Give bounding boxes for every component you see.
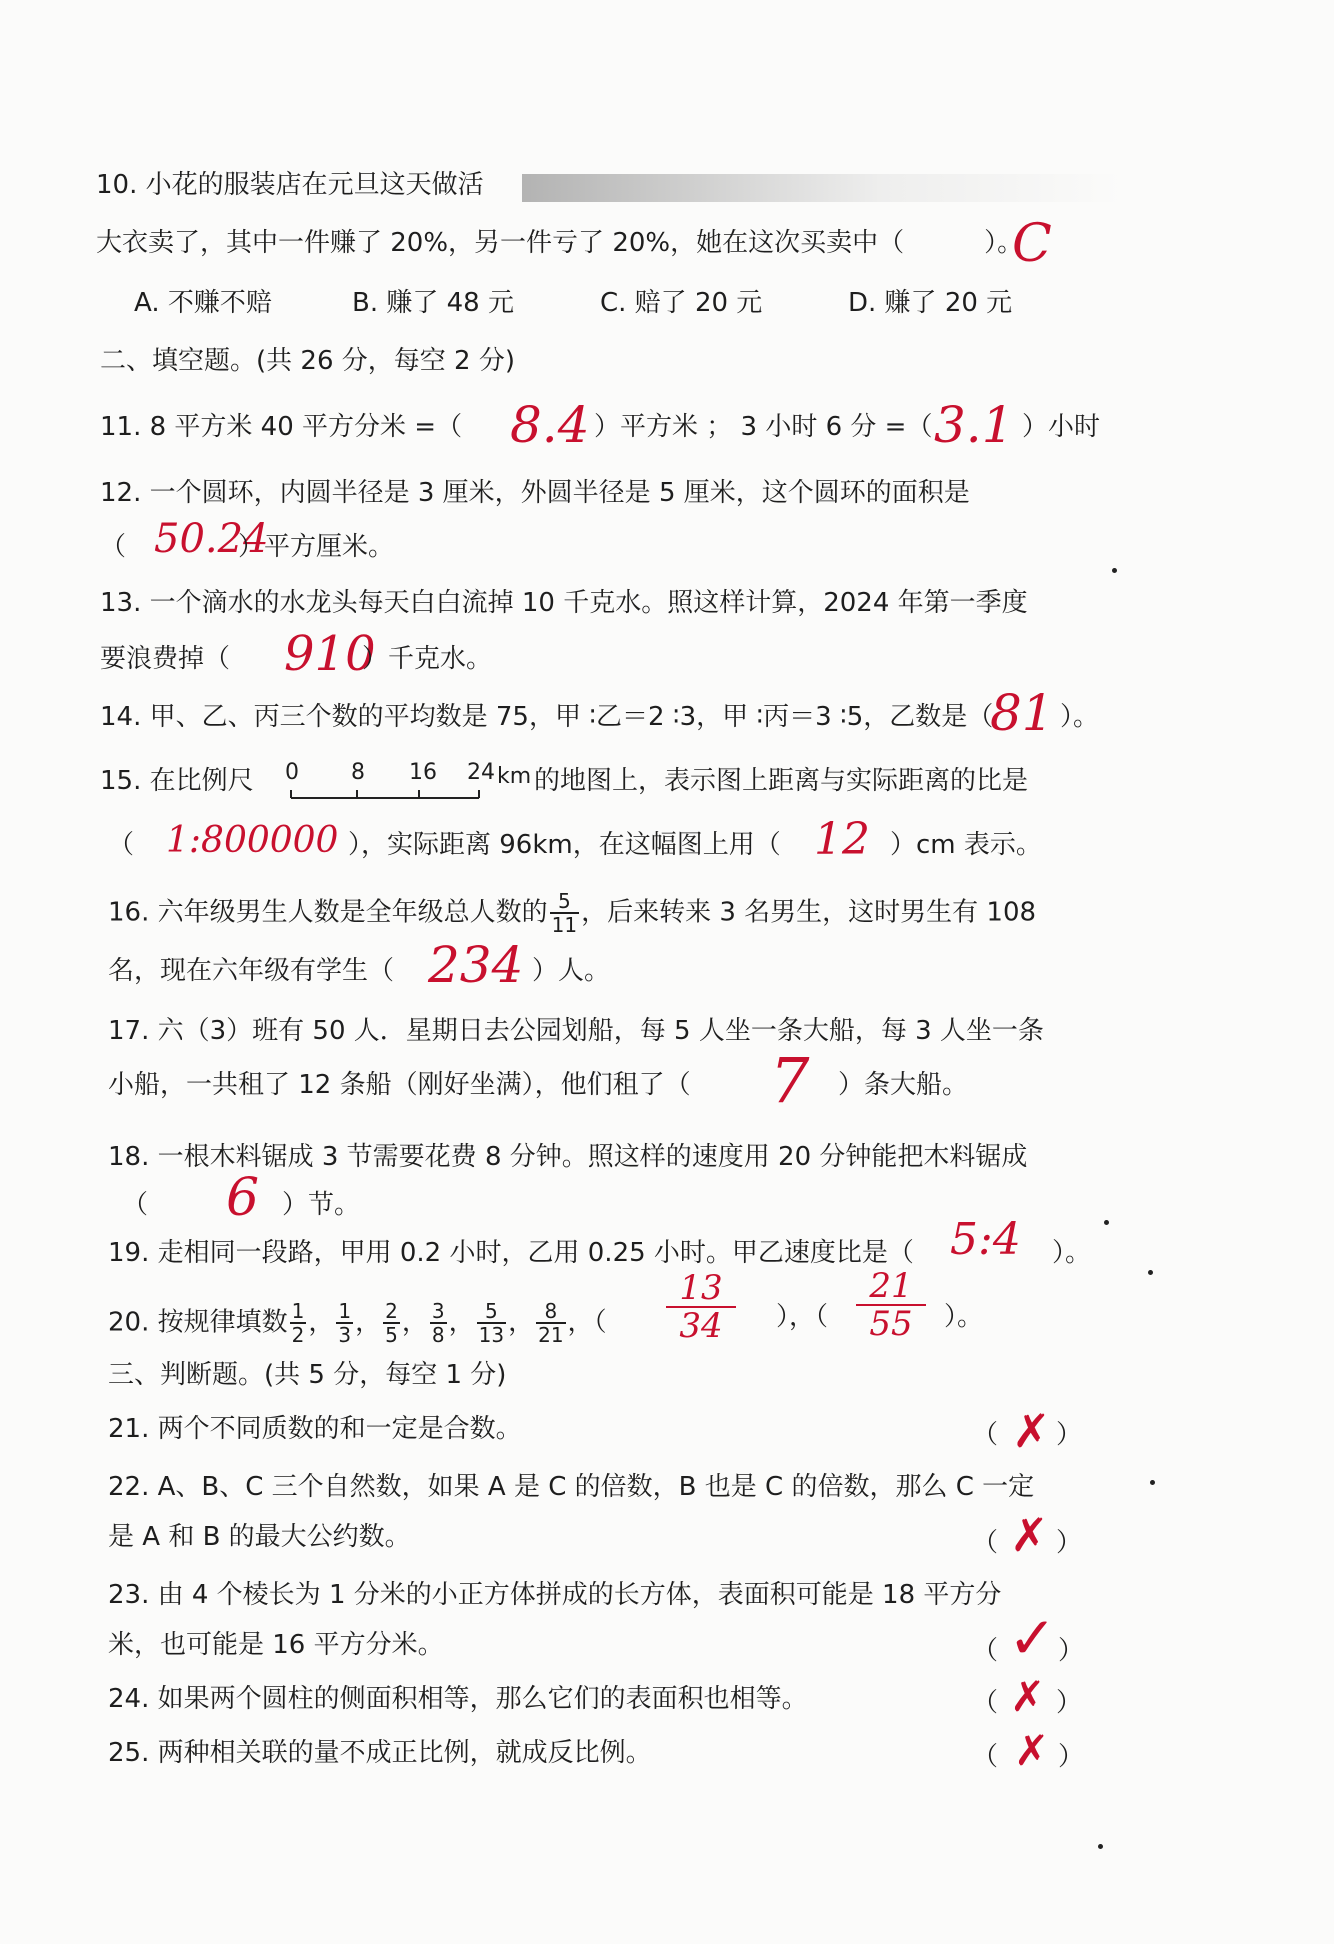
q21-mark: ✗ (1012, 1404, 1051, 1458)
scan-speck (1150, 1480, 1155, 1485)
q20-frac-2-num: 1 (338, 1299, 352, 1323)
q20-answer2 (856, 1268, 926, 1342)
q10-option-c: C. 赔了 20 元 (600, 288, 763, 318)
q20-end: ）。 (944, 1302, 984, 1332)
q20-frac-4 (430, 1300, 447, 1346)
scale-label-0: 0 (285, 760, 299, 785)
q20-frac-1-num: 1 (291, 1299, 305, 1323)
q18-line2-post: ）节。 (282, 1190, 361, 1220)
scale-label-24: 24 (467, 760, 495, 785)
q24-mark: ✗ (1010, 1672, 1046, 1721)
q23-paren-open: （ (972, 1636, 999, 1666)
q20-open: （ (593, 1307, 607, 1338)
q19-end: ）。 (1052, 1238, 1092, 1268)
q18-line1: 18. 一根木料锯成 3 节需要花费 8 分钟。照这样的速度用 20 分钟能把木料锯成 (108, 1142, 1028, 1172)
q11-answer2: 3.1 (934, 396, 1014, 454)
section2-heading: 二、填空题。(共 26 分，每空 2 分) (100, 346, 515, 376)
scan-speck (1104, 1220, 1109, 1225)
q11-answer1: 8.4 (510, 396, 590, 454)
q25-paren-close: ） (1058, 1742, 1085, 1772)
q25-text: 25. 两种相关联的量不成正比例，就成反比例。 (108, 1738, 652, 1768)
q16-frac-den: 11 (551, 913, 578, 937)
q16-post: ，后来转来 3 名男生，这时男生有 108 (581, 897, 1037, 928)
q20-frac-5 (477, 1300, 506, 1346)
q16-pre: 16. 六年级男生人数是全年级总人数的 (108, 897, 548, 928)
q15-line2-c: ）cm 表示。 (890, 830, 1042, 860)
q15-answer1: 1:800000 (166, 820, 339, 861)
q16-line2-post: ）人。 (532, 956, 611, 986)
q25-paren-open: （ (972, 1742, 999, 1772)
q14-end: ）。 (1060, 702, 1100, 732)
q20-answer2-num: 21 (856, 1268, 926, 1306)
q20-answer2-den: 55 (869, 1304, 913, 1344)
q15-post: 的地图上，表示图上距离与实际距离的比是 (534, 766, 1029, 796)
q20-frac-4-den: 8 (431, 1323, 445, 1347)
scan-speck (1148, 1270, 1153, 1275)
scale-label-16: 16 (409, 760, 437, 785)
q11-part1: 11. 8 平方米 40 平方分米 =（ (100, 412, 463, 442)
q20-frac-4-num: 3 (431, 1299, 445, 1323)
q13-answer: 910 (284, 626, 376, 682)
q11-part3: ）小时 (1022, 412, 1101, 442)
q10-paren-close: ）。 (984, 228, 1024, 258)
q22-mark: ✗ (1010, 1508, 1049, 1562)
q16-line1 (108, 890, 1036, 936)
q20-frac-5-num: 5 (477, 1300, 506, 1324)
q16-line2-pre: 名，现在六年级有学生（ (108, 956, 395, 986)
q18-answer: 6 (226, 1168, 260, 1228)
q10-line2 (96, 226, 1023, 260)
q20-answer1-num: 13 (666, 1270, 736, 1308)
q17-line2-post: ）条大船。 (838, 1070, 969, 1100)
q16-frac-num: 5 (550, 890, 579, 914)
q14-text: 14. 甲、乙、丙三个数的平均数是 75，甲 ∶乙＝2 ∶3，甲 ∶丙＝3 ∶5，乙数是（ (100, 702, 994, 732)
q10-line1: 10. 小花的服装店在元旦这天做活 (96, 170, 484, 200)
q24-text: 24. 如果两个圆柱的侧面积相等，那么它们的表面积也相等。 (108, 1684, 808, 1714)
q15-answer2: 12 (814, 814, 870, 865)
q18-line2-pre: （ (122, 1190, 149, 1220)
q21-paren-open: （ (972, 1420, 999, 1450)
q23-line2: 米，也可能是 16 平方分米。 (108, 1630, 444, 1660)
q20-mid: ），（ (776, 1302, 829, 1332)
q20-answer1 (666, 1270, 736, 1344)
q17-answer: 7 (770, 1044, 810, 1117)
map-scale-bar (285, 760, 495, 810)
q23-paren-close: ） (1058, 1636, 1085, 1666)
scale-unit: km (497, 764, 532, 789)
q10-option-d: D. 赚了 20 元 (848, 288, 1013, 318)
q22-paren-open: （ (972, 1528, 999, 1558)
q16-answer: 234 (428, 936, 524, 994)
q10-option-a: A. 不赚不赔 (134, 288, 272, 318)
q15-line2-a: （ (108, 830, 135, 860)
section3-heading: 三、判断题。(共 5 分，每空 1 分) (108, 1360, 507, 1390)
blurred-text-region (522, 174, 1122, 202)
q12-line1: 12. 一个圆环，内圆半径是 3 厘米，外圆半径是 5 厘米，这个圆环的面积是 (100, 478, 970, 508)
scale-label-8: 8 (351, 760, 365, 785)
q20-frac-2-den: 3 (338, 1323, 352, 1347)
q20-frac-6 (536, 1300, 565, 1346)
q20-frac-6-num: 8 (536, 1300, 565, 1324)
q20-line: 20. 按规律填数 $\frac{1}{2}$ ， $\frac{1}{3}$ ， $\frac{2}{5}$ ， $\frac{3}{8}$ ， $\frac{5}{13}$ ， $\frac{8}{21}$ ，（ (108, 1299, 607, 1347)
q24-paren-close: ） (1056, 1688, 1083, 1718)
q20-frac-3-num: 2 (385, 1299, 398, 1323)
q10-option-b: B. 赚了 48 元 (352, 288, 514, 318)
q14-answer: 81 (990, 684, 1054, 742)
q16-fraction (550, 890, 579, 936)
scale-bar-line (285, 786, 495, 806)
q13-line2-post: ）千克水。 (362, 644, 493, 674)
scan-speck (1112, 568, 1117, 573)
q24-paren-open: （ (972, 1688, 999, 1718)
q17-line2-pre: 小船，一共租了 12 条船（刚好坐满），他们租了（ (108, 1070, 691, 1100)
q21-paren-close: ） (1056, 1420, 1083, 1450)
q21-text: 21. 两个不同质数的和一定是合数。 (108, 1414, 522, 1444)
q20-answer1-den: 34 (679, 1306, 723, 1346)
q22-paren-close: ） (1056, 1528, 1083, 1558)
q22-line1: 22. A、B、C 三个自然数，如果 A 是 C 的倍数，B 也是 C 的倍数，那么 C 一定 (108, 1472, 1035, 1502)
q23-line1: 23. 由 4 个棱长为 1 分米的小正方体拼成的长方体，表面积可能是 18 平方分 (108, 1580, 1002, 1610)
q25-mark: ✗ (1014, 1726, 1050, 1775)
q17-line1: 17. 六（3）班有 50 人．星期日去公园划船，每 5 人坐一条大船，每 3 人坐一条 (108, 1016, 1044, 1046)
q23-mark: ✓ (1008, 1604, 1057, 1672)
q13-line2-pre: 要浪费掉（ (100, 644, 231, 674)
q11-part2: ）平方米 ； 3 小时 6 分 =（ (594, 412, 933, 442)
q20-frac-3 (383, 1300, 400, 1346)
q19-text: 19. 走相同一段路，甲用 0.2 小时，乙用 0.25 小时。甲乙速度比是（ (108, 1238, 914, 1268)
q20-frac-1-den: 2 (291, 1323, 305, 1347)
q20-pre: 20. 按规律填数 (108, 1307, 288, 1338)
q10-answer: C (1012, 214, 1052, 274)
q19-answer: 5:4 (950, 1214, 1021, 1265)
q20-frac-2 (336, 1300, 353, 1346)
q20-frac-6-den: 21 (538, 1323, 564, 1347)
q22-line2: 是 A 和 B 的最大公约数。 (108, 1522, 411, 1552)
q15-pre: 15. 在比例尺 (100, 766, 254, 796)
q12-line2-close: ）平方厘米。 (238, 532, 395, 562)
q20-frac-5-den: 13 (478, 1323, 505, 1347)
q20-frac-1 (290, 1300, 307, 1346)
q12-line2-open: （ (100, 532, 127, 562)
q15-line2-b: ），实际距离 96km，在这幅图上用（ (348, 830, 781, 860)
q13-line1: 13. 一个滴水的水龙头每天白白流掉 10 千克水。照这样计算，2024 年第一季度 (100, 588, 1028, 618)
q12-answer: 50.24 (154, 516, 269, 562)
q20-frac-3-den: 5 (385, 1323, 398, 1347)
q10-text: 大衣卖了，其中一件赚了 20%，另一件亏了 20%，她在这次买卖中（ (96, 228, 905, 258)
scan-speck (1098, 1844, 1103, 1849)
